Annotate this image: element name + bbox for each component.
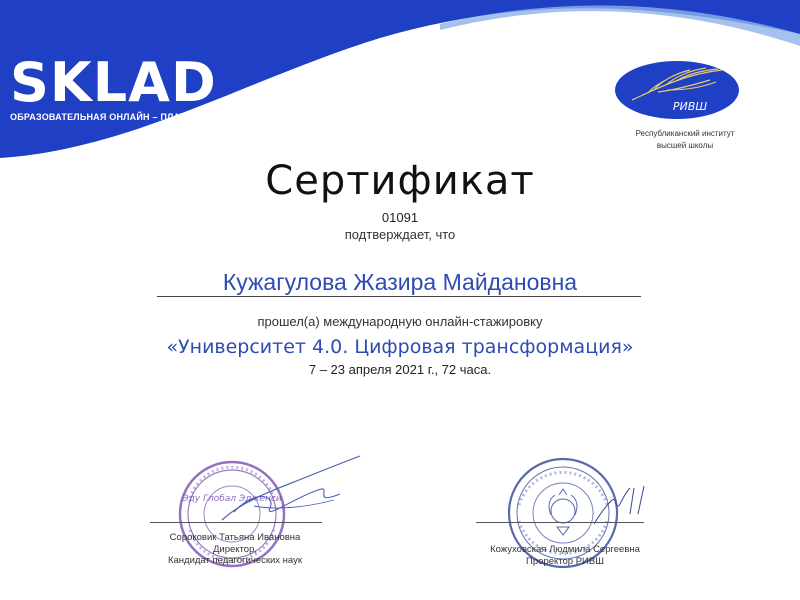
recipient-underline bbox=[157, 296, 641, 297]
right-signatory-position: Проректор РИВШ bbox=[526, 555, 604, 567]
right-signatory-name: Кожуховская Людмила Сергеевна bbox=[490, 544, 640, 555]
left-signatory-degree: Кандидат педагогических наук bbox=[167, 555, 303, 566]
right-signature bbox=[590, 484, 656, 534]
right-signatory bbox=[460, 544, 670, 567]
rivsh-caption bbox=[590, 128, 780, 152]
certificate-number: 01091 bbox=[381, 210, 419, 225]
passed-text: прошел(а) международную онлайн-стажировку bbox=[257, 314, 543, 329]
certificate-title: Сертификат bbox=[265, 158, 535, 204]
rivsh-logo-text: РИВШ bbox=[672, 100, 708, 113]
left-signatory-position: Директор, bbox=[212, 543, 258, 555]
course-title: «Университет 4.0. Цифровая трансформация» bbox=[166, 336, 634, 358]
left-signature bbox=[214, 450, 364, 530]
stamp-text: Эду Глобал Эдженси bbox=[182, 494, 282, 504]
recipient-name: Кужагулова Жазира Майдановна bbox=[222, 269, 578, 295]
coat-of-arms-icon bbox=[549, 489, 577, 535]
right-signature-line bbox=[476, 522, 644, 523]
rivsh-logo bbox=[614, 60, 740, 120]
rivsh-caption-line2: высшей школы bbox=[656, 141, 714, 150]
brand-name: SKLAD bbox=[10, 51, 217, 114]
brand-logo bbox=[10, 51, 221, 122]
left-signatory bbox=[130, 532, 340, 567]
left-signature-line bbox=[150, 522, 322, 523]
confirms-text: подтверждает, что bbox=[344, 227, 456, 242]
rivsh-caption-line1: Республиканский институт bbox=[635, 129, 735, 138]
course-dates: 7 – 23 апреля 2021 г., 72 часа. bbox=[308, 362, 492, 377]
brand-tagline: ОБРАЗОВАТЕЛЬНАЯ ОНЛАЙН – ПЛАТФОРМА bbox=[10, 112, 221, 122]
left-signatory-name: Сороковик Татьяна Ивановна bbox=[169, 532, 301, 543]
